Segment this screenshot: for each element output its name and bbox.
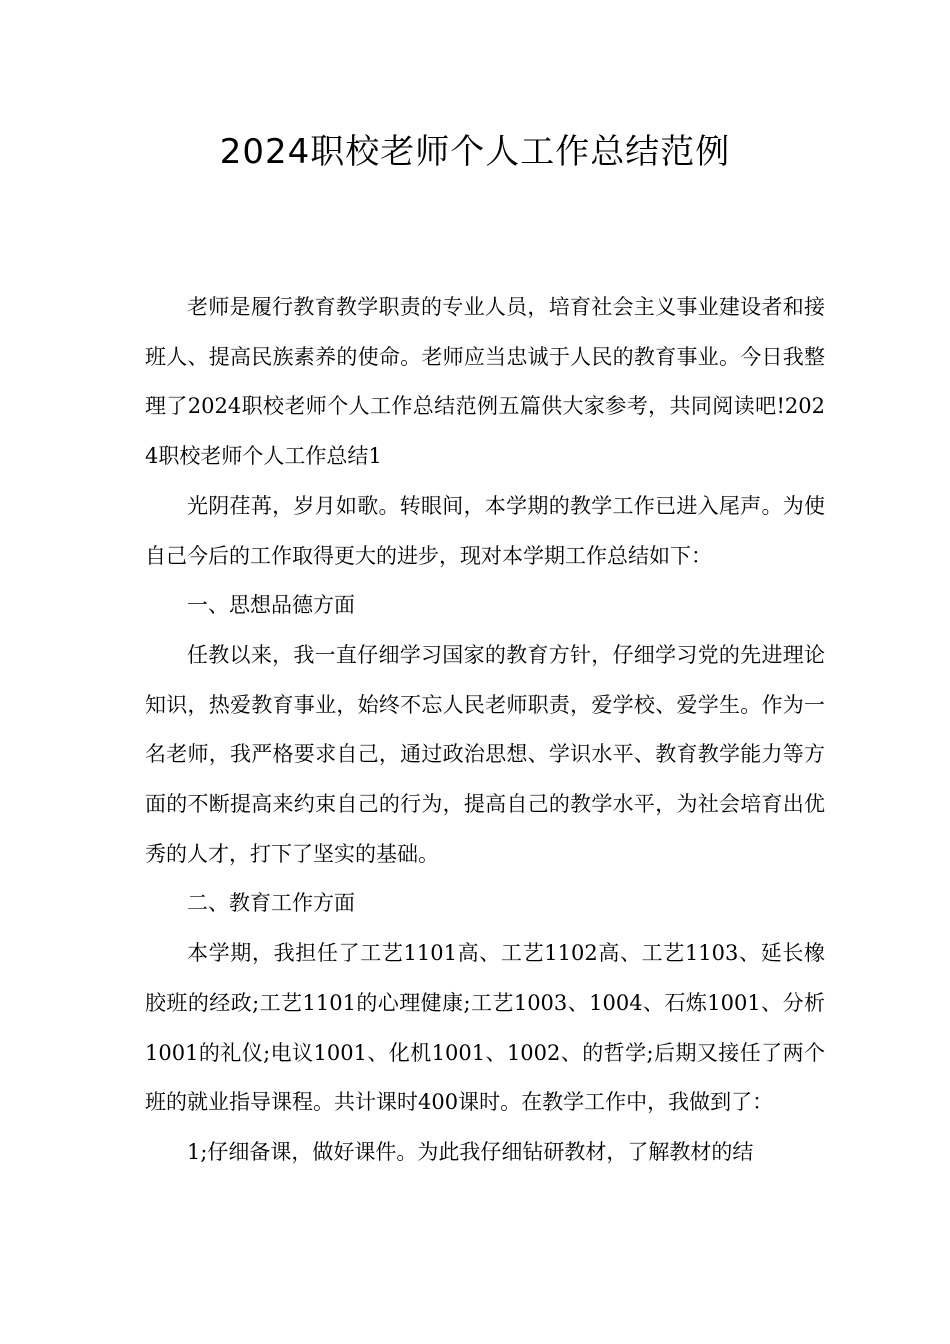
- section-heading-ideology: 一、思想品德方面: [187, 593, 355, 618]
- paragraph-lesson-prep: 1;仔细备课，做好课件。为此我仔细钻研教材，了解教材的结: [187, 1139, 754, 1164]
- paragraph-opening: 光阴荏苒，岁月如歌。转眼间，本学期的教学工作已进入尾声。为使自己今后的工作取得更大的进步，现对本学期工作总结如下：: [145, 493, 825, 568]
- paragraph-ideology: 任教以来，我一直仔细学习国家的教育方针，仔细学习党的先进理论知识，热爱教育事业，始终不忘人民老师职责，爱学校、爱学生。作为一名老师，我严格要求自己，通过政治思想、学识水平、教育教学能力等方面的不断提高来约束自己的行为，提高自己的教学水平，为社会培育出优秀的人才，打下了坚实的基础。: [145, 642, 825, 866]
- document-body: [145, 283, 825, 1178]
- document-title: 2024职校老师个人工作总结范例: [219, 132, 731, 172]
- paragraph-teaching: 本学期，我担任了工艺1101高、工艺1102高、工艺1103、延长橡胶班的经政;工艺1101的心理健康;工艺1003、1004、石炼1001、分析1001的礼仪;电议1001、化机1001、1002、的哲学;后期又接任了两个班的就业指导课程。共计课时400课时。在教学工作中，我做到了：: [145, 941, 825, 1115]
- section-heading-teaching: 二、教育工作方面: [187, 891, 355, 916]
- paragraph-intro: 老师是履行教育教学职责的专业人员，培育社会主义事业建设者和接班人、提高民族素养的使命。老师应当忠诚于人民的教育事业。今日我整理了2024职校老师个人工作总结范例五篇供大家参考，共同阅读吧!2024职校老师个人工作总结1: [145, 295, 825, 469]
